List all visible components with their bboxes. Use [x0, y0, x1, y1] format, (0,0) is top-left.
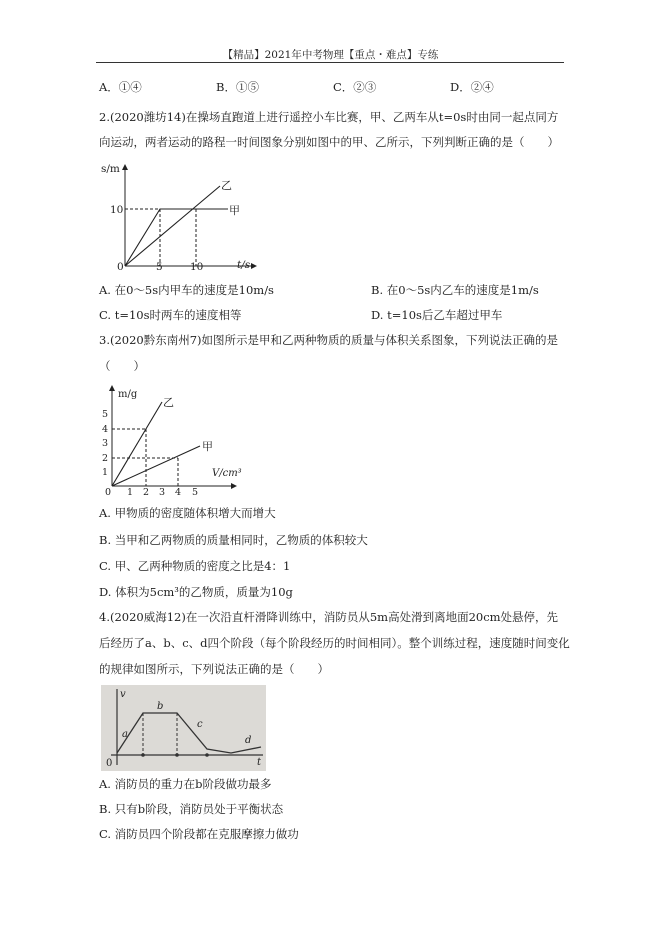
- q3-y-tick-2: 2: [102, 453, 109, 464]
- q4-origin-label: 0: [106, 758, 113, 769]
- q2-line-jia: [125, 209, 228, 266]
- q4-stem-line3: 的规律如图所示，下列说法正确的是（ ）: [99, 662, 329, 676]
- q4-dot-3: [205, 753, 209, 757]
- q3-x-tick-2: 2: [143, 487, 150, 498]
- q2-stem-line2: 向运动，两者运动的路程一时间图象分别如图中的甲、乙所示，下列判断正确的是（ ）: [99, 135, 559, 149]
- q2-x-axis-label: t/s: [237, 259, 251, 271]
- q3-x-ticks: [127, 487, 198, 498]
- q2-option-c: C. t=10s时两车的速度相等: [99, 308, 242, 322]
- q2-label-jia: 甲: [229, 204, 240, 217]
- q2-y-axis-label: s/m: [101, 163, 120, 175]
- q3-stem-line1: 3.(2020黔东南州7)如图所示是甲和乙两种物质的质量与体积关系图象，下列说法正确的是: [99, 333, 559, 347]
- q4-velocity-curve: [117, 713, 261, 753]
- page-header: 【精品】2021年中考物理【重点・难点】专练: [222, 49, 439, 61]
- q4-stem-line2: 后经历了a、b、c、d四个阶段（每个阶段经历的时间相同）。整个训练过程，速度随时间变化: [99, 636, 570, 650]
- q2-x-tick-5: 5: [156, 261, 163, 273]
- q3-line-jia: [112, 446, 200, 486]
- q3-x-tick-5: 5: [192, 487, 199, 498]
- q3-y-axis-label: m/g: [118, 389, 138, 400]
- q3-y-tick-3: 3: [102, 438, 109, 449]
- q2-y-tick-10: 10: [110, 204, 124, 216]
- q4-y-axis-label: v: [120, 689, 126, 700]
- q2-option-d: D. t=10s后乙车超过甲车: [371, 308, 503, 322]
- q3-x-axis-label: V/cm³: [212, 468, 242, 479]
- q3-y-tick-1: 1: [102, 467, 109, 478]
- q3-y-tick-5: 5: [102, 409, 109, 420]
- q2-option-a: A. 在0～5s内甲车的速度是10m/s: [99, 283, 274, 297]
- q3-stem-line2: （ ）: [99, 359, 145, 373]
- q1-option-c: C．②③: [333, 80, 377, 94]
- q3-x-tick-4: 4: [175, 487, 182, 498]
- q4-label-b: b: [157, 701, 164, 712]
- q4-dot-2: [175, 753, 179, 757]
- q1-option-d: D．②④: [450, 80, 494, 94]
- q4-option-a: A. 消防员的重力在b阶段做功最多: [99, 777, 272, 791]
- q3-y-tick-4: 4: [102, 424, 109, 435]
- q4-option-b: B. 只有b阶段，消防员处于平衡状态: [99, 802, 284, 816]
- q4-label-c: c: [197, 719, 203, 730]
- q4-dot-1: [141, 753, 145, 757]
- q4-label-d: d: [245, 735, 252, 746]
- q3-y-ticks: [102, 409, 108, 478]
- q3-option-a: A. 甲物质的密度随体积增大而增大: [99, 506, 276, 520]
- header-rule: [96, 62, 564, 63]
- q3-label-jia: 甲: [202, 440, 213, 453]
- q4-option-c: C. 消防员四个阶段都在克服摩擦力做功: [99, 827, 299, 841]
- q4-x-axis-label: t: [257, 757, 262, 768]
- q1-option-b: B．①⑤: [216, 80, 259, 94]
- q2-x-tick-10: 10: [190, 261, 204, 273]
- q3-x-tick-3: 3: [159, 487, 166, 498]
- q3-origin-label: 0: [105, 487, 112, 498]
- q4-stem-line1: 4.(2020威海12)在一次沿直杆滑降训练中，消防员从5m高处滑到离地面20cm处悬停，先: [99, 610, 559, 624]
- q3-option-d: D. 体积为5cm³的乙物质，质量为10g: [99, 585, 293, 599]
- q3-line-yi: [112, 402, 162, 486]
- q2-origin-label: 0: [117, 261, 124, 273]
- q1-option-a: A．①④: [99, 80, 142, 94]
- q3-x-tick-1: 1: [127, 487, 134, 498]
- q3-option-b: B. 当甲和乙两物质的质量相同时，乙物质的体积较大: [99, 533, 368, 547]
- q3-label-yi: 乙: [163, 396, 174, 409]
- q2-option-b: B. 在0～5s内乙车的速度是1m/s: [371, 283, 539, 297]
- q2-distance-time-graph: [96, 155, 266, 275]
- q2-line-yi: [125, 186, 220, 266]
- q3-option-c: C. 甲、乙两种物质的密度之比是4：1: [99, 559, 291, 573]
- q4-velocity-time-photo: [101, 685, 266, 771]
- q3-mass-volume-graph: [96, 380, 246, 500]
- q2-label-yi: 乙: [221, 179, 232, 192]
- q2-stem-line1: 2.(2020潍坊14)在操场直跑道上进行遥控小车比赛，甲、乙两车从t=0s时由同一起点同方: [99, 110, 559, 124]
- q4-label-a: a: [122, 729, 128, 740]
